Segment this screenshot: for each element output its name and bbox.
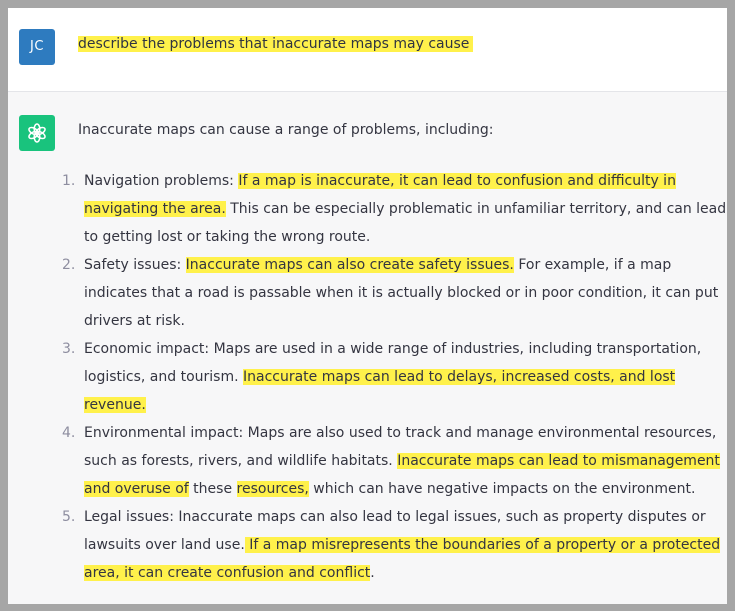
list-item-line bbox=[84, 531, 727, 559]
list-item-line bbox=[84, 391, 727, 419]
list-item-line bbox=[84, 503, 727, 531]
highlighted-text: resources, bbox=[236, 481, 309, 497]
list-item-text: Navigation problems: bbox=[84, 173, 239, 189]
list-number: 4. bbox=[62, 425, 76, 441]
openai-logo-icon bbox=[19, 115, 55, 151]
list-item-text: indicates that a road is passable when it is actually blocked or in poor condition, it can put bbox=[84, 285, 719, 301]
list-item-text: Safety issues: bbox=[84, 257, 186, 273]
user-prompt bbox=[78, 32, 473, 56]
assistant-message bbox=[8, 92, 727, 604]
list-item-text: these bbox=[188, 481, 237, 497]
highlighted-text: area, it can create confusion and conflict bbox=[84, 565, 371, 581]
list-item-text: This can be especially problematic in unfamiliar territory, and can lead bbox=[225, 201, 727, 217]
response-list bbox=[62, 167, 727, 587]
list-item-text: . bbox=[370, 565, 375, 581]
highlighted-text: If a map is inaccurate, it can lead to confusion and difficulty in bbox=[238, 173, 676, 189]
user-message bbox=[8, 8, 727, 92]
list-number: 3. bbox=[62, 341, 76, 357]
list-number: 5. bbox=[62, 509, 76, 525]
list-item-line bbox=[84, 251, 727, 279]
list-item-text: drivers at risk. bbox=[84, 313, 185, 329]
highlighted-text: If a map misrepresents the boundaries of a property or a protected bbox=[244, 537, 721, 553]
list-item-line bbox=[84, 419, 727, 447]
list-item-line bbox=[84, 335, 727, 363]
highlighted-text: revenue. bbox=[84, 397, 146, 413]
list-item-text: logistics, and tourism. bbox=[84, 369, 243, 385]
highlighted-text: Inaccurate maps can lead to mismanagement bbox=[397, 453, 720, 469]
list-item-line bbox=[84, 559, 727, 587]
list-item bbox=[62, 251, 727, 335]
highlighted-text: Inaccurate maps can lead to delays, increased costs, and lost bbox=[243, 369, 676, 385]
list-item-text: Economic impact: Maps are used in a wide range of industries, including transportation, bbox=[84, 341, 702, 357]
list-item-line bbox=[84, 167, 727, 195]
highlighted-text: Inaccurate maps can also create safety issues. bbox=[185, 257, 514, 273]
list-item-line bbox=[84, 475, 727, 503]
list-number: 1. bbox=[62, 173, 76, 189]
list-item bbox=[62, 335, 727, 419]
conversation-screenshot bbox=[8, 8, 727, 604]
list-item-text: Legal issues: Inaccurate maps can also lead to legal issues, such as property disputes or bbox=[84, 509, 706, 525]
list-item-line bbox=[84, 195, 727, 223]
list-item-line bbox=[84, 307, 727, 335]
list-item-line bbox=[84, 447, 727, 475]
highlighted-text: and overuse of bbox=[84, 481, 189, 497]
list-item bbox=[62, 419, 727, 503]
list-item-line bbox=[84, 279, 727, 307]
user-avatar: JC bbox=[19, 29, 55, 65]
highlighted-text: describe the problems that inaccurate maps may cause bbox=[78, 36, 473, 52]
list-item-line bbox=[84, 223, 727, 251]
list-number: 2. bbox=[62, 257, 76, 273]
list-item-text: which can have negative impacts on the environment. bbox=[308, 481, 696, 497]
list-item bbox=[62, 167, 727, 251]
highlighted-text: navigating the area. bbox=[84, 201, 226, 217]
response-intro: Inaccurate maps can cause a range of problems, including: bbox=[78, 122, 494, 138]
list-item-text: For example, if a map bbox=[513, 257, 672, 273]
list-item-text: to getting lost or taking the wrong route. bbox=[84, 229, 371, 245]
list-item-line bbox=[84, 363, 727, 391]
list-item-text: Environmental impact: Maps are also used to track and manage environmental resources, bbox=[84, 425, 717, 441]
list-item-text: such as forests, rivers, and wildlife habitats. bbox=[84, 453, 398, 469]
list-item-text: lawsuits over land use. bbox=[84, 537, 245, 553]
list-item bbox=[62, 503, 727, 587]
